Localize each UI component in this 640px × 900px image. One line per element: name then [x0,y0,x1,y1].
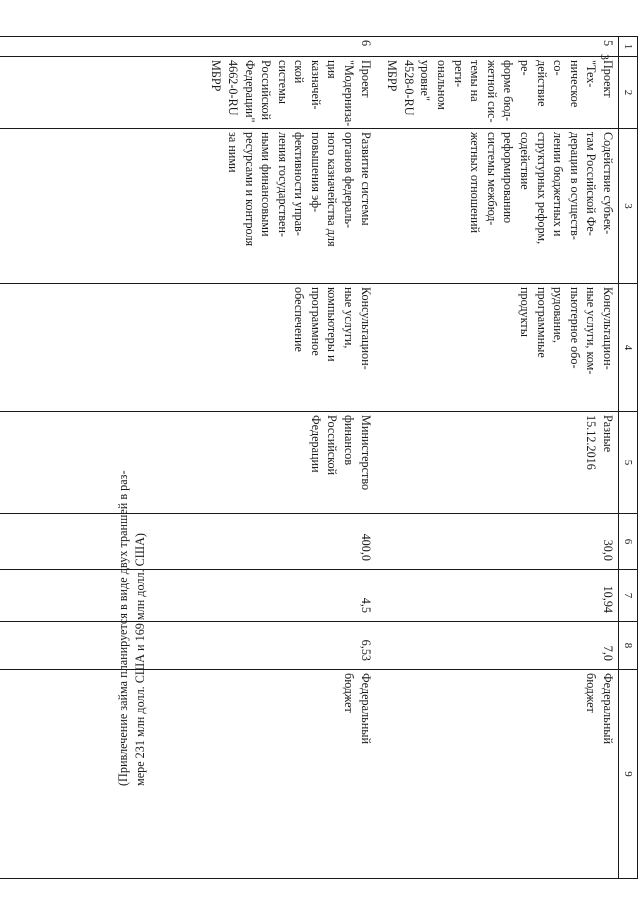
project-name-cell: Проект "Тех- ническое со- действие ре- форме бюд- жетной сис- темы на реги- ональном уровне" 4528-0-RU МБРР [384,57,619,129]
page-number: 3 [598,54,612,60]
amount-cell: 400,0 [0,514,384,570]
project-goal-cell: Содействие субъек- там Российской Фе- дерации в осуществ- лении бюджетных и структурных реформ, содействие реформированию системы межбюд- жетных отношений [384,129,619,284]
header-cell: 4 [619,284,638,412]
header-cell: 6 [619,514,638,570]
executor-cell: Разные 15.12.2016 [384,412,619,514]
project-goal-cell: Развитие системы органов федераль- ного казначейства для повышения эф- фективности управ- ления государствен- ными финансовыми ресурсами и контроля за ними [0,129,384,284]
goods-services-cell: Консультацион- ные услуги, компьютеры и программное обеспечение [0,284,384,412]
project-name-cell: Проект "Модерниза- ция казначей- ской системы Российской Федерации" 4662-0-RU МБРР [0,57,384,129]
header-cell: 9 [619,670,638,879]
table-row [0,37,384,879]
source-cell: Федеральный бюджет [384,670,619,879]
header-cell: 7 [619,570,638,622]
goods-services-cell: Консультацион- ные услуги, ком- пьютерное обо- рудование, программные продукты [384,284,619,412]
financing-table [0,36,638,879]
header-cell: 3 [619,129,638,284]
rotated-page-content [58,36,638,878]
row-number-cell: 5 [384,37,619,57]
source-cell: Федеральный бюджет [0,670,384,879]
header-cell: 5 [619,412,638,514]
header-cell: 2 [619,57,638,129]
amount-cell: 30,0 [384,514,619,570]
header-row [619,37,638,879]
header-cell: 1 [619,37,638,57]
amount-cell: 7,0 [384,622,619,670]
amount-cell: 10,94 [384,570,619,622]
amount-cell: 6,53 [0,622,384,670]
header-cell: 8 [619,622,638,670]
executor-cell: Министерство финансов Российской Федерации [0,412,384,514]
loan-note: (Привлечение займа планируется в виде двух траншей в раз- мере 231 млн долл. США и 169 млн долл. США) [115,470,147,786]
amount-cell: 4,5 [0,570,384,622]
table-row [384,37,619,879]
row-number-cell: 6 [0,37,384,57]
